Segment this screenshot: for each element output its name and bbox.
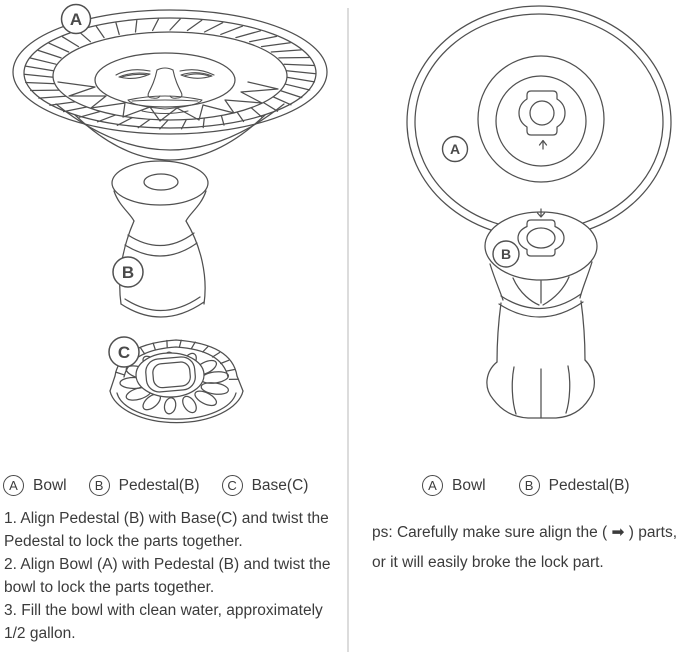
- label-pedestal: [113, 257, 143, 287]
- pedestal-label-right: Pedestal(B): [548, 476, 630, 494]
- part-label-bowl: A: [69, 10, 83, 29]
- ps-note: [372, 518, 677, 578]
- sun-face: [95, 53, 235, 107]
- label-pedestal-assembled: [493, 241, 519, 267]
- instruction-step-1: 1. Align Pedestal (B) with Base(C) and twist the Pedestal to lock the parts together.: [4, 510, 329, 550]
- arrow-up-icon: [540, 141, 547, 150]
- bowl-badge: A: [3, 475, 24, 496]
- assembled-view-drawing: [407, 6, 671, 418]
- part-label-pedestal-assembled: B: [500, 246, 512, 262]
- instruction-step-2: 2. Align Bowl (A) with Pedestal (B) and twist the bowl to lock the parts together.: [4, 556, 331, 596]
- legend-item-base: [222, 475, 309, 496]
- assembly-instructions: [4, 507, 348, 645]
- label-bowl: [62, 5, 91, 34]
- legend-item-bowl: [3, 475, 67, 496]
- legend-right: [422, 475, 630, 496]
- bowl-lock-tab: [519, 91, 565, 135]
- bowl-drawing: [13, 10, 327, 160]
- pedestal-badge-right: B: [519, 475, 540, 496]
- bowl-label-right: Bowl: [452, 476, 486, 494]
- pedestal-label: Pedestal(B): [118, 476, 200, 494]
- legend-left: [3, 475, 308, 496]
- pedestal-badge: B: [89, 475, 110, 496]
- part-label-bowl-assembled: A: [449, 141, 461, 157]
- base-badge: C: [222, 475, 243, 496]
- legend-item-bowl-right: [422, 475, 486, 496]
- legend-item-pedestal-right: [519, 475, 630, 496]
- part-label-base: C: [117, 343, 131, 362]
- pedestal-drawing: [112, 161, 208, 317]
- ps-note-line-1: ps: Carefully make sure align the ( ➡ ) parts,: [372, 524, 678, 541]
- part-label-pedestal: B: [121, 263, 135, 282]
- label-base: [109, 337, 139, 367]
- bowl-badge-right: A: [422, 475, 443, 496]
- label-bowl-assembled: [443, 137, 468, 162]
- base-label: Base(C): [251, 476, 309, 494]
- legend-item-pedestal: [89, 475, 200, 496]
- ps-note-line-2: or it will easily broke the lock part.: [372, 554, 604, 571]
- instruction-step-3: 3. Fill the bowl with clean water, approximately 1/2 gallon.: [4, 602, 323, 642]
- bowl-label: Bowl: [33, 476, 67, 494]
